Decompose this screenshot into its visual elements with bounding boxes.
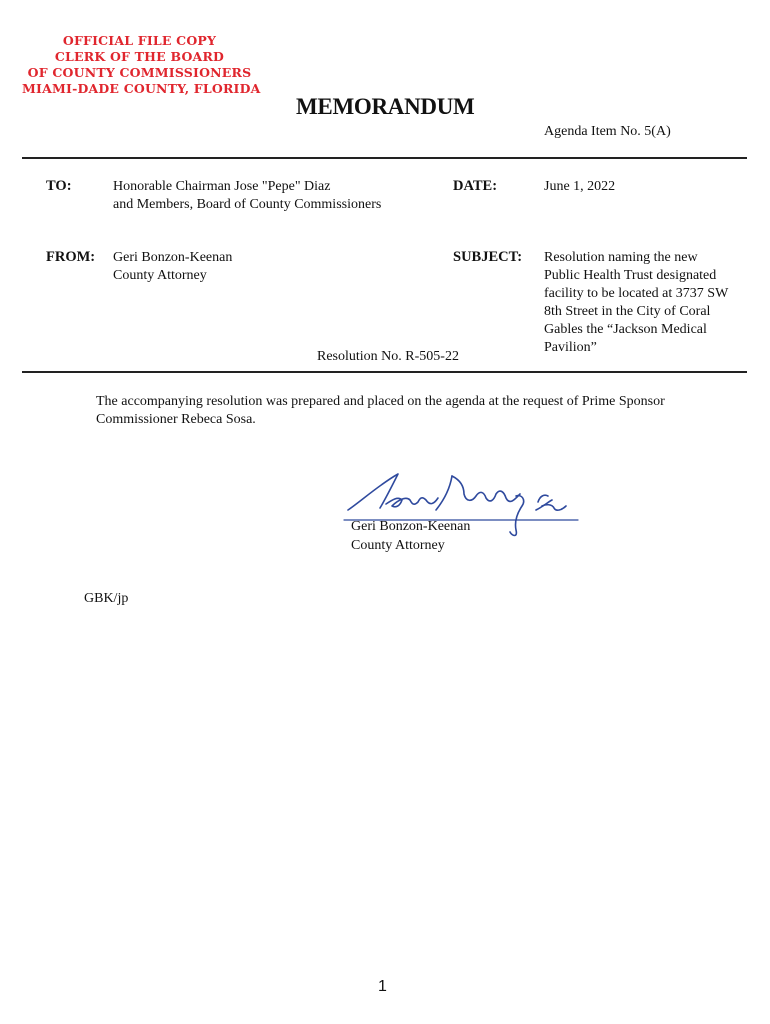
to-label: TO: bbox=[46, 178, 72, 194]
body-line: The accompanying resolution was prepared and placed on the agenda at the request of Prime Sponsor bbox=[96, 394, 665, 409]
body-line: Commissioner Rebeca Sosa. bbox=[96, 412, 256, 427]
stamp-line: OF COUNTY COMMISSIONERS bbox=[27, 65, 252, 80]
subject-line: Pavilion” bbox=[544, 340, 597, 355]
subject-line: Public Health Trust designated bbox=[544, 268, 717, 283]
subject-line: 8th Street in the City of Coral bbox=[544, 304, 711, 319]
resolution-number: Resolution No. R-505-22 bbox=[317, 349, 459, 364]
to-line: Honorable Chairman Jose "Pepe" Diaz bbox=[113, 179, 331, 194]
official-file-copy-stamp bbox=[22, 33, 261, 97]
from-label: FROM: bbox=[46, 249, 96, 265]
body-paragraph bbox=[96, 393, 716, 429]
subject-label: SUBJECT: bbox=[453, 249, 523, 265]
subject-line: Resolution naming the new bbox=[544, 250, 698, 265]
subject-text bbox=[544, 249, 728, 357]
signer-name: Geri Bonzon-Keenan bbox=[351, 519, 471, 534]
page-number: 1 bbox=[378, 978, 387, 995]
signer-title: County Attorney bbox=[351, 538, 445, 553]
subject-line: Gables the “Jackson Medical bbox=[544, 322, 707, 337]
subject-line: facility to be located at 3737 SW bbox=[544, 286, 729, 301]
memo-title: MEMORANDUM bbox=[296, 94, 475, 119]
header-top-rule bbox=[22, 157, 747, 159]
agenda-item-number: Agenda Item No. 5(A) bbox=[544, 124, 671, 139]
stamp-line: CLERK OF THE BOARD bbox=[54, 49, 225, 64]
stamp-line: OFFICIAL FILE COPY bbox=[62, 33, 217, 48]
from-sender bbox=[113, 249, 232, 285]
from-line: County Attorney bbox=[113, 268, 207, 283]
signature-block bbox=[351, 517, 470, 555]
typist-initials: GBK/jp bbox=[84, 591, 129, 606]
date-value: June 1, 2022 bbox=[544, 179, 616, 194]
header-bottom-rule bbox=[22, 371, 747, 373]
date-label: DATE: bbox=[453, 178, 498, 194]
to-line: and Members, Board of County Commissioners bbox=[113, 197, 382, 212]
from-line: Geri Bonzon-Keenan bbox=[113, 250, 233, 265]
stamp-line: MIAMI-DADE COUNTY, FLORIDA bbox=[22, 81, 261, 96]
to-recipient bbox=[113, 178, 381, 214]
